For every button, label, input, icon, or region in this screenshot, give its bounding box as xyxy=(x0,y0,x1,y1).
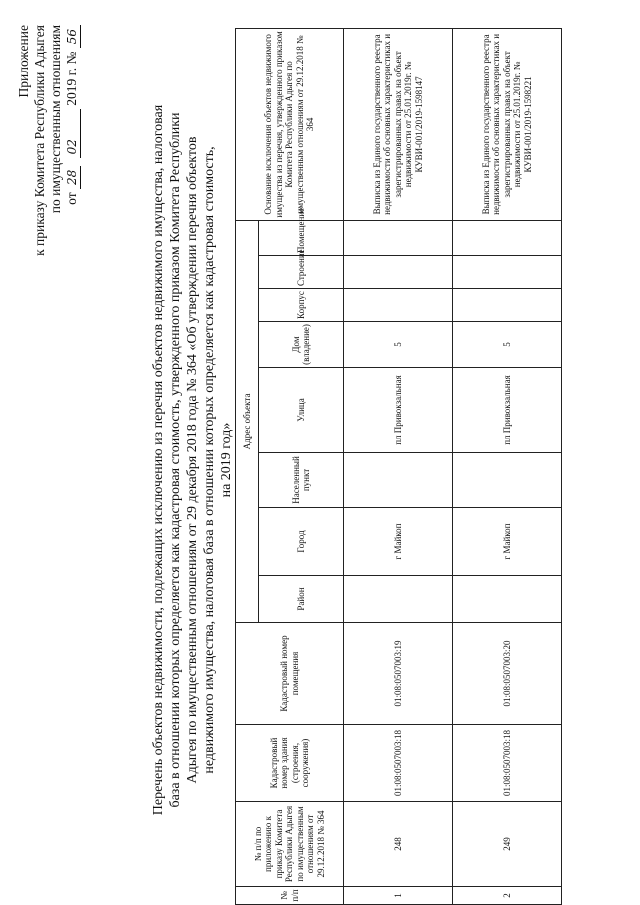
objects-table xyxy=(235,28,562,905)
appendix-order-line: к приказу Комитета Республики Адыгея xyxy=(32,25,47,256)
header-num: № п/п xyxy=(236,887,344,905)
cell-street: пл Привокзальная xyxy=(453,368,562,453)
cell-basis: Выписка из Единого государственного реестра недвижимости об основных характеристиках и зарегистрированных правах на объект недвижимости от 25.01.2019г. № КУВИ-001/2019-1598221 xyxy=(453,28,562,220)
heading-line-5: на 2019 год» xyxy=(219,422,234,498)
cell-pomeshenie xyxy=(453,220,562,255)
heading-line-3: Адыгея по имущественным отношениям от 29 декабря 2018 года № 364 «Об утверждении перечня объектов xyxy=(185,136,200,784)
cell-room-cad: 01:08:0507003:19 xyxy=(344,623,453,725)
cell-building-cad: 01:08:0507003:18 xyxy=(344,725,453,802)
cell-appendix-num: 248 xyxy=(344,802,453,887)
header-stroenie: Строение xyxy=(259,256,344,289)
cell-stroenie xyxy=(453,256,562,289)
appendix-committee-line: по имущественным отношениям xyxy=(48,25,63,214)
table-row xyxy=(453,28,562,904)
cell-num: 2 xyxy=(453,887,562,905)
appendix-block xyxy=(16,25,81,325)
order-number: 56 xyxy=(64,25,81,48)
appendix-date-line xyxy=(64,25,81,325)
header-street: Улица xyxy=(259,368,344,453)
table-header-row-1 xyxy=(236,28,259,904)
cell-appendix-num: 249 xyxy=(453,802,562,887)
cell-locality xyxy=(453,453,562,508)
heading-line-4: недвижимого имущества, налоговая база в отношении которых определяется как кадастровая стоимость, xyxy=(202,146,217,774)
cell-num: 1 xyxy=(344,887,453,905)
header-basis: Основание исключения объектов недвижимого имущества из перечня, утвержденного приказом Комитета Республики Адыгея по имущественным отношениям от 29.12.2018 № 364 xyxy=(236,28,344,220)
cell-korpus xyxy=(453,289,562,322)
cell-district xyxy=(344,576,453,623)
cell-city: г Майкоп xyxy=(453,508,562,576)
date-year: 2019 г. № xyxy=(64,51,79,106)
header-city: Город xyxy=(259,508,344,576)
cell-house: 5 xyxy=(453,322,562,368)
header-locality: Населенный пункт xyxy=(259,453,344,508)
header-address: Адрес объекта xyxy=(236,220,259,622)
header-district: Район xyxy=(259,576,344,623)
header-pomeshenie: Помещение xyxy=(259,220,344,255)
date-prefix: от xyxy=(64,192,79,205)
cell-locality xyxy=(344,453,453,508)
cell-district xyxy=(453,576,562,623)
header-appendix-num: № п/п по приложению к приказу Комитета Республики Адыгея по имущественным отношениям от 29.12.2018 № 364 xyxy=(236,802,344,887)
heading-line-1: Перечень объектов недвижимости, подлежащих исключению из перечня объектов недвижимого имущества, налоговая xyxy=(151,104,166,816)
table-row xyxy=(344,28,453,904)
appendix-title: Приложение xyxy=(16,25,31,98)
header-building-cad: Кадастровый номер здания (строения, сооружения) xyxy=(236,725,344,802)
date-day: 28 xyxy=(64,166,81,189)
cell-korpus xyxy=(344,289,453,322)
document-heading xyxy=(150,75,235,845)
cell-street: пл Привокзальная xyxy=(344,368,453,453)
cell-house: 5 xyxy=(344,322,453,368)
cell-city: г Майкоп xyxy=(344,508,453,576)
cell-pomeshenie xyxy=(344,220,453,255)
header-house: Дом (владение) xyxy=(259,322,344,368)
cell-room-cad: 01:08:0507003:20 xyxy=(453,623,562,725)
cell-basis: Выписка из Единого государственного реестра недвижимости об основных характеристиках и зарегистрированных правах на объект недвижимости от 25.01.2019г. № КУВИ-001/2019-1598147 xyxy=(344,28,453,220)
date-month: 02 xyxy=(64,109,81,158)
cell-stroenie xyxy=(344,256,453,289)
heading-line-2: база в отношении которых определяется как кадастровая стоимость, утвержденного приказом Комитета Республики xyxy=(168,112,183,808)
header-korpus: Корпус xyxy=(259,289,344,322)
cell-building-cad: 01:08:0507003:18 xyxy=(453,725,562,802)
header-room-cad: Кадастровый номер помещения xyxy=(236,623,344,725)
